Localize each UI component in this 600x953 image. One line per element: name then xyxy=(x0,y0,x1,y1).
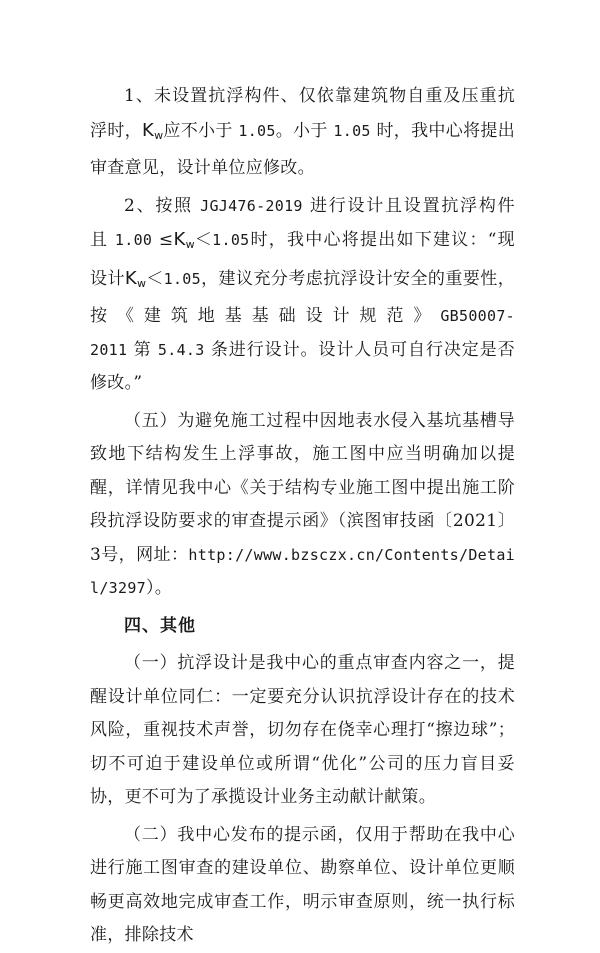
document-page xyxy=(90,80,515,953)
text-segment: （五）为避免施工过程中因地表水侵入基坑基槽导致地下结构发生上浮事故，施工图中应当明确加以提醒，详情见我中心《关于结构专业施工图中提出施工阶段抗浮设防要求的审查提示函》（滨图审技函〔2021〕3号，网址： xyxy=(90,410,515,565)
kw-letter: K xyxy=(141,119,155,141)
kw-letter: K xyxy=(124,267,138,289)
text-segment: 2、按照 xyxy=(124,195,193,216)
number: 1.05 xyxy=(333,121,371,140)
text-segment: 时，我中心将提出如下建议：“现设计 xyxy=(90,230,515,289)
text-segment: 条进行设计。设计人员可自行决定是否修改。” xyxy=(90,339,515,393)
number: 1.05 xyxy=(238,121,276,140)
kw-subscript: w xyxy=(154,128,164,142)
number: 1.05 xyxy=(212,231,250,249)
text-segment: 应不小于 xyxy=(163,120,233,141)
text-segment: 。小于 xyxy=(275,120,328,141)
paragraph-item-2 xyxy=(90,190,515,401)
number: 1.05 xyxy=(163,269,201,288)
section-heading-other: 四、其他 xyxy=(124,615,196,636)
text-segment: 时，我中心将提出审查意见，设计单位应修改。 xyxy=(90,120,515,178)
kw-subscript: w xyxy=(137,276,147,290)
paragraph-item-sub-1: （一）抗浮设计是我中心的重点审查内容之一，提醒设计单位同仁：一定要充分认识抗浮设计存在的技术风险，重视技术声誉，切勿存在侥幸心理打“擦边球”；切不可迫于建设单位或所谓“优化”公司的压力盲目妥协，更不可为了承揽设计业务主动献计献策。 xyxy=(90,653,515,807)
text-segment: 进行设计且设置抗浮构件且 xyxy=(90,195,515,250)
number: 1.00 xyxy=(114,231,153,249)
standard-code: GB50007-2011 xyxy=(90,307,515,359)
paragraph-item-1 xyxy=(90,80,515,186)
text-segment: ＜ xyxy=(146,268,164,289)
paragraph-item-sub-2: （二）我中心发布的提示函，仅用于帮助在我中心进行施工图审查的建设单位、勘察单位、设计单位更顺畅更高效地完成审查工作，明示审查原则，统一执行标准，排除技术 xyxy=(90,824,515,945)
text-segment: ＜ xyxy=(194,230,213,250)
kw-symbol xyxy=(142,120,163,141)
standard-code: JGJ476-2019 xyxy=(200,196,303,215)
number: 5.4.3 xyxy=(157,340,205,359)
paragraph-item-5 xyxy=(90,405,515,606)
kw-letter: K xyxy=(173,229,186,250)
kw-subscript: w xyxy=(185,238,195,251)
text-segment: ≤ xyxy=(158,230,174,250)
kw-symbol xyxy=(125,268,146,289)
url-link[interactable]: http://www.bzsczx.cn/Contents/Detail/3297 xyxy=(90,545,515,597)
text-segment: ）。 xyxy=(146,578,173,598)
text-segment: 第 xyxy=(133,339,152,360)
kw-symbol xyxy=(173,229,194,250)
text-segment: ，建议充分考虑抗浮设计安全的重要性，按《建筑地基基础设计规范》 xyxy=(90,268,515,326)
text-segment: 1、未设置抗浮构件、仅依靠建筑物自重及压重抗浮时， xyxy=(90,86,515,141)
